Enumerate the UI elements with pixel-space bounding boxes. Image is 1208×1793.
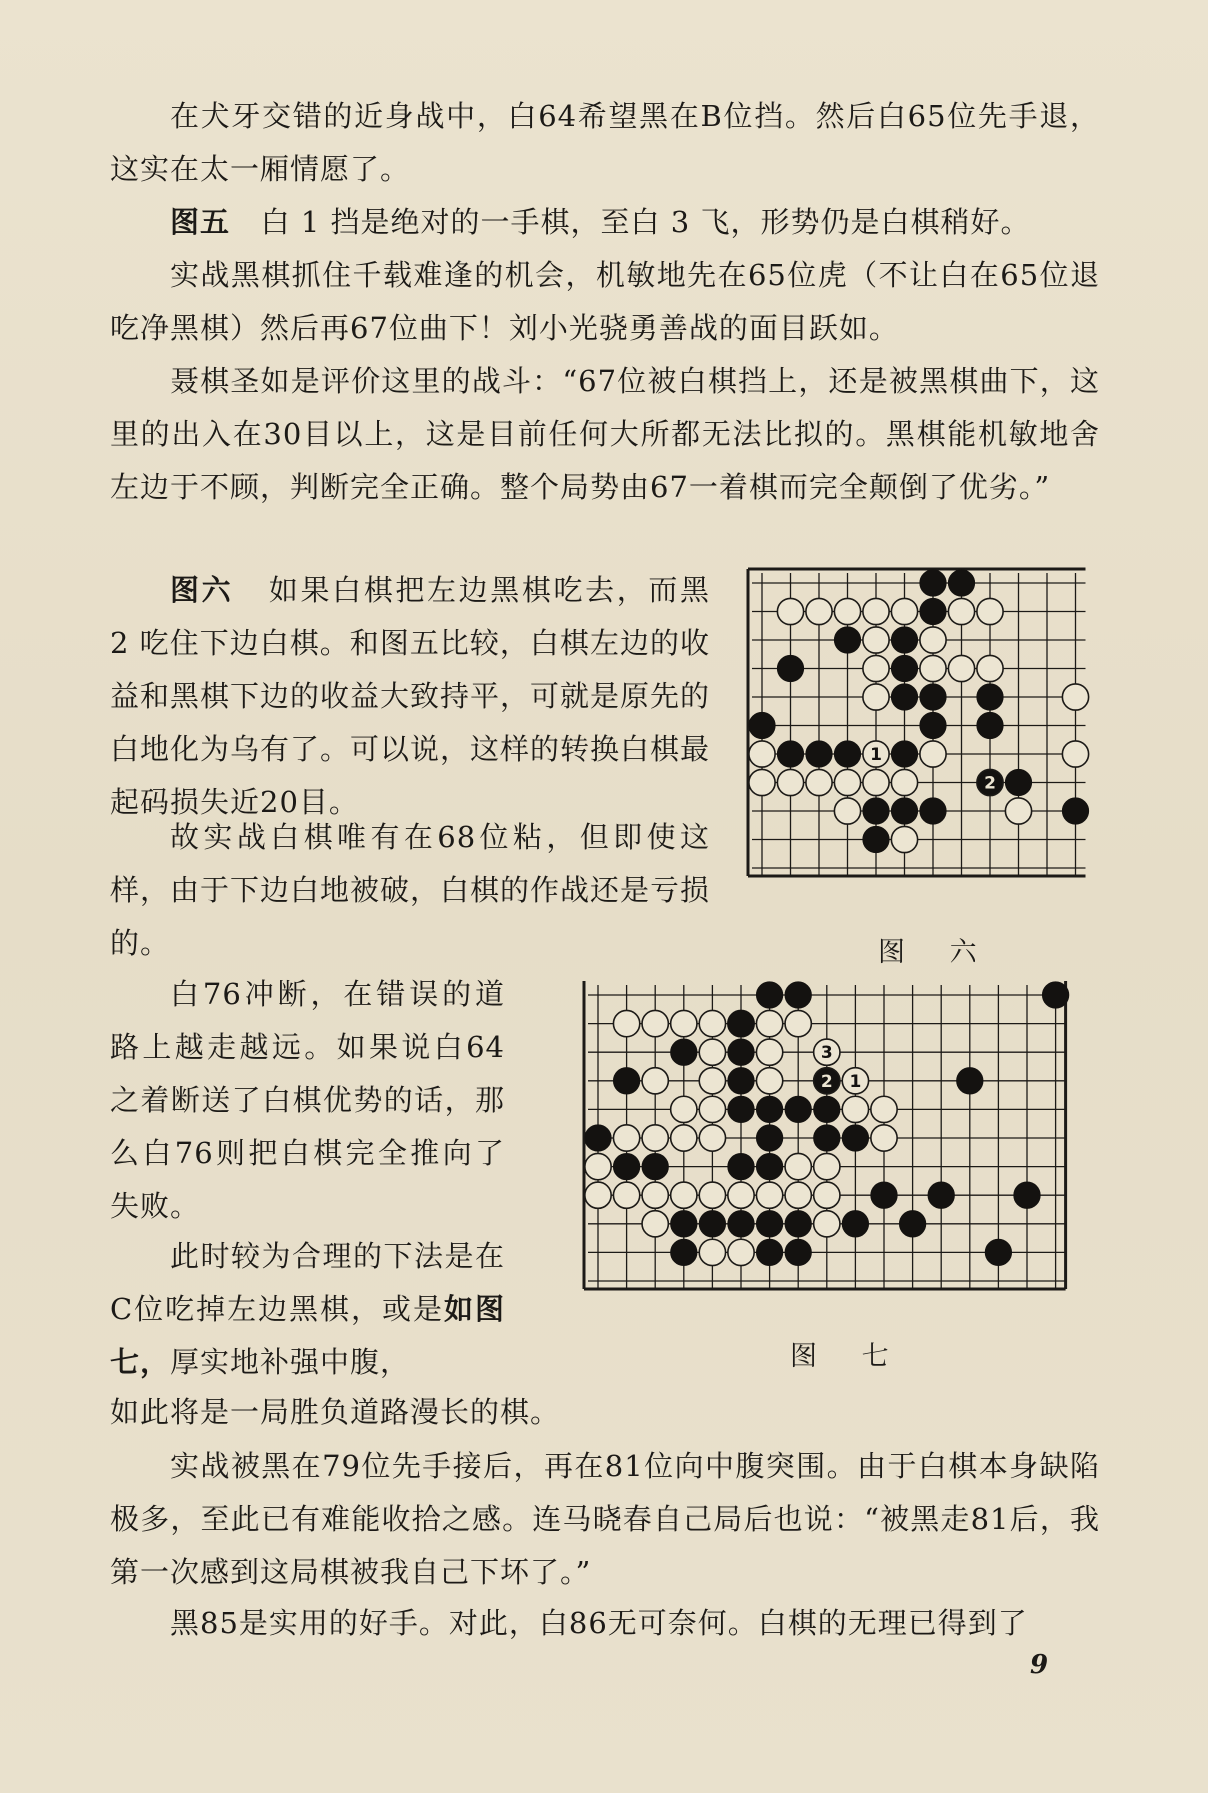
white-stone <box>814 1153 840 1179</box>
white-stone <box>948 655 974 681</box>
white-stone <box>699 1096 725 1122</box>
black-stone <box>728 1010 754 1036</box>
black-stone <box>891 684 917 710</box>
white-stone <box>642 1068 668 1094</box>
white-stone <box>671 1182 697 1208</box>
black-stone <box>1014 1182 1040 1208</box>
white-stone <box>891 826 917 852</box>
black-stone <box>985 1239 1011 1265</box>
white-stone <box>871 1125 897 1151</box>
white-stone <box>749 741 775 767</box>
white-stone <box>749 769 775 795</box>
white-stone <box>814 1211 840 1237</box>
black-stone <box>642 1153 668 1179</box>
paragraph-1 <box>110 90 1100 196</box>
white-stone <box>756 1010 782 1036</box>
white-stone <box>948 598 974 624</box>
black-stone <box>842 1211 868 1237</box>
white-stone <box>585 1182 611 1208</box>
black-stone <box>948 570 974 596</box>
white-stone <box>977 598 1003 624</box>
white-stone <box>785 1153 811 1179</box>
black-stone <box>891 741 917 767</box>
black-stone <box>891 798 917 824</box>
paragraph-7 <box>110 968 505 1233</box>
white-stone <box>699 1239 725 1265</box>
black-stone <box>842 1125 868 1151</box>
white-stone <box>613 1182 639 1208</box>
white-stone <box>842 1096 868 1122</box>
stone-number: 1 <box>870 745 882 765</box>
white-stone <box>613 1125 639 1151</box>
white-stone <box>863 769 889 795</box>
white-stone <box>1062 684 1088 710</box>
black-stone <box>1062 798 1088 824</box>
black-stone <box>891 655 917 681</box>
paragraph-6-text: 故实战白棋唯有在68位粘，但即使这样，由于下边白地被破，白棋的作战还是亏损的。 <box>110 820 711 960</box>
white-stone <box>642 1010 668 1036</box>
black-stone <box>920 712 946 738</box>
white-stone <box>699 1010 725 1036</box>
black-stone <box>920 684 946 710</box>
black-stone <box>613 1153 639 1179</box>
paragraph-9-text: 实战被黑在79位先手接后，再在81位向中腹突围。由于白棋本身缺陷极多，至此已有难能收拾之感。连马晓春自己局后也说：“被黑走81后，我第一次感到这局棋被我自己下坏了。” <box>110 1449 1100 1589</box>
fig6-label: 图六 <box>170 573 234 607</box>
white-stone <box>642 1182 668 1208</box>
white-stone <box>671 1010 697 1036</box>
white-stone <box>642 1125 668 1151</box>
stone-number: 2 <box>984 773 996 794</box>
white-stone <box>728 1239 754 1265</box>
paragraph-4 <box>110 355 1100 514</box>
black-stone <box>728 1211 754 1237</box>
white-stone <box>977 655 1003 681</box>
black-stone <box>756 982 782 1008</box>
white-stone <box>863 655 889 681</box>
white-stone <box>777 598 803 624</box>
paragraph-10 <box>110 1597 1100 1650</box>
white-stone <box>806 598 832 624</box>
black-stone <box>863 798 889 824</box>
white-stone <box>785 1182 811 1208</box>
paragraph-1-text: 在犬牙交错的近身战中，白64希望黑在B位挡。然后白65位先手退，这实在太一厢情愿了。 <box>110 99 1100 186</box>
paragraph-6 <box>110 811 710 970</box>
white-stone <box>1005 798 1031 824</box>
figure-6-caption: 图 六 <box>878 937 995 968</box>
white-stone <box>1062 741 1088 767</box>
white-stone <box>756 1039 782 1065</box>
white-stone <box>785 1010 811 1036</box>
black-stone <box>699 1211 725 1237</box>
white-stone <box>920 655 946 681</box>
paragraph-3 <box>110 249 1100 355</box>
black-stone <box>1042 982 1068 1008</box>
black-stone <box>814 1096 840 1122</box>
black-stone <box>728 1153 754 1179</box>
white-stone <box>891 598 917 624</box>
black-stone <box>728 1068 754 1094</box>
paragraph-2 <box>110 196 1100 249</box>
white-stone <box>863 627 889 653</box>
white-stone <box>834 798 860 824</box>
black-stone <box>834 627 860 653</box>
go-board-figure-6 <box>742 565 1104 903</box>
figure-7-caption: 图 七 <box>790 1341 907 1372</box>
black-stone <box>814 1125 840 1151</box>
stone-number: 2 <box>820 1071 833 1092</box>
white-stone <box>699 1125 725 1151</box>
white-stone <box>699 1068 725 1094</box>
black-stone <box>671 1039 697 1065</box>
white-stone <box>920 627 946 653</box>
paragraph-2-text: 白 1 挡是绝对的一手棋，至白 3 飞，形势仍是白棋稍好。 <box>260 205 1031 239</box>
white-stone <box>777 769 803 795</box>
white-stone <box>671 1125 697 1151</box>
stone-number: 1 <box>849 1071 862 1092</box>
paragraph-9 <box>110 1440 1100 1599</box>
white-stone <box>613 1010 639 1036</box>
black-stone <box>756 1239 782 1265</box>
black-stone <box>756 1096 782 1122</box>
paragraph-8-text-a: 此时较为合理的下法是在C位吃掉左边黑棋，或是 <box>110 1239 505 1326</box>
white-stone <box>699 1182 725 1208</box>
black-stone <box>785 1239 811 1265</box>
white-stone <box>863 598 889 624</box>
white-stone <box>806 769 832 795</box>
paragraph-8-cont <box>110 1386 1100 1439</box>
black-stone <box>920 570 946 596</box>
black-stone <box>728 1096 754 1122</box>
black-stone <box>777 655 803 681</box>
white-stone <box>920 741 946 767</box>
black-stone <box>899 1211 925 1237</box>
black-stone <box>785 982 811 1008</box>
black-stone <box>785 1096 811 1122</box>
black-stone <box>977 684 1003 710</box>
black-stone <box>920 798 946 824</box>
black-stone <box>928 1182 954 1208</box>
black-stone <box>756 1211 782 1237</box>
paragraph-5-text: 如果白棋把左边黑棋吃去，而黑 2 吃住下边白棋。和图五比较，白棋左边的收益和黑棋下边的收益大致持平，可就是原先的白地化为乌有了。可以说，这样的转换白棋最起码损失近20目。 <box>110 573 711 819</box>
white-stone <box>642 1211 668 1237</box>
black-stone <box>977 712 1003 738</box>
fig5-label: 图五 <box>170 205 231 239</box>
black-stone <box>863 826 889 852</box>
white-stone <box>671 1096 697 1122</box>
black-stone <box>671 1211 697 1237</box>
white-stone <box>699 1039 725 1065</box>
black-stone <box>756 1153 782 1179</box>
black-stone <box>871 1182 897 1208</box>
white-stone <box>756 1068 782 1094</box>
black-stone <box>957 1068 983 1094</box>
fig7-label: 如图七， <box>110 1292 505 1379</box>
white-stone <box>756 1182 782 1208</box>
black-stone <box>728 1039 754 1065</box>
black-stone <box>749 712 775 738</box>
paragraph-8 <box>110 1230 505 1389</box>
black-stone <box>891 627 917 653</box>
black-stone <box>834 741 860 767</box>
black-stone <box>756 1125 782 1151</box>
paragraph-10-text: 黑85是实用的好手。对此，白86无可奈何。白棋的无理已得到了 <box>170 1606 1028 1640</box>
black-stone <box>777 741 803 767</box>
black-stone <box>1005 769 1031 795</box>
black-stone <box>613 1068 639 1094</box>
black-stone <box>806 741 832 767</box>
white-stone <box>891 769 917 795</box>
white-stone <box>728 1182 754 1208</box>
black-stone <box>671 1239 697 1265</box>
stone-number: 3 <box>820 1043 833 1064</box>
white-stone <box>834 769 860 795</box>
white-stone <box>585 1153 611 1179</box>
go-board-figure-7 <box>578 975 1090 1313</box>
paragraph-4-text: 聂棋圣如是评价这里的战斗：“67位被白棋挡上，还是被黑棋曲下，这里的出入在30目以上，这是目前任何大所都无法比拟的。黑棋能机敏地舍左边于不顾，判断完全正确。整个局势由67一着棋而完全颠倒了优劣。” <box>110 364 1100 504</box>
paragraph-8-text-b: 厚实地补强中腹， <box>170 1345 411 1379</box>
white-stone <box>863 684 889 710</box>
white-stone <box>814 1182 840 1208</box>
white-stone <box>834 598 860 624</box>
paragraph-7-text: 白76冲断，在错误的道路上越走越远。如果说白64之着断送了白棋优势的话，那么白76则把白棋完全推向了失败。 <box>110 977 505 1223</box>
black-stone <box>920 598 946 624</box>
paragraph-3-text: 实战黑棋抓住千载难逢的机会，机敏地先在65位虎（不让白在65位退吃净黑棋）然后再67位曲下！刘小光骁勇善战的面目跃如。 <box>110 258 1100 345</box>
white-stone <box>871 1096 897 1122</box>
paragraph-5 <box>110 564 710 829</box>
paragraph-8-text-c: 如此将是一局胜负道路漫长的棋。 <box>110 1395 561 1429</box>
black-stone <box>785 1211 811 1237</box>
page-number: 9 <box>1030 1650 1049 1680</box>
black-stone <box>585 1125 611 1151</box>
